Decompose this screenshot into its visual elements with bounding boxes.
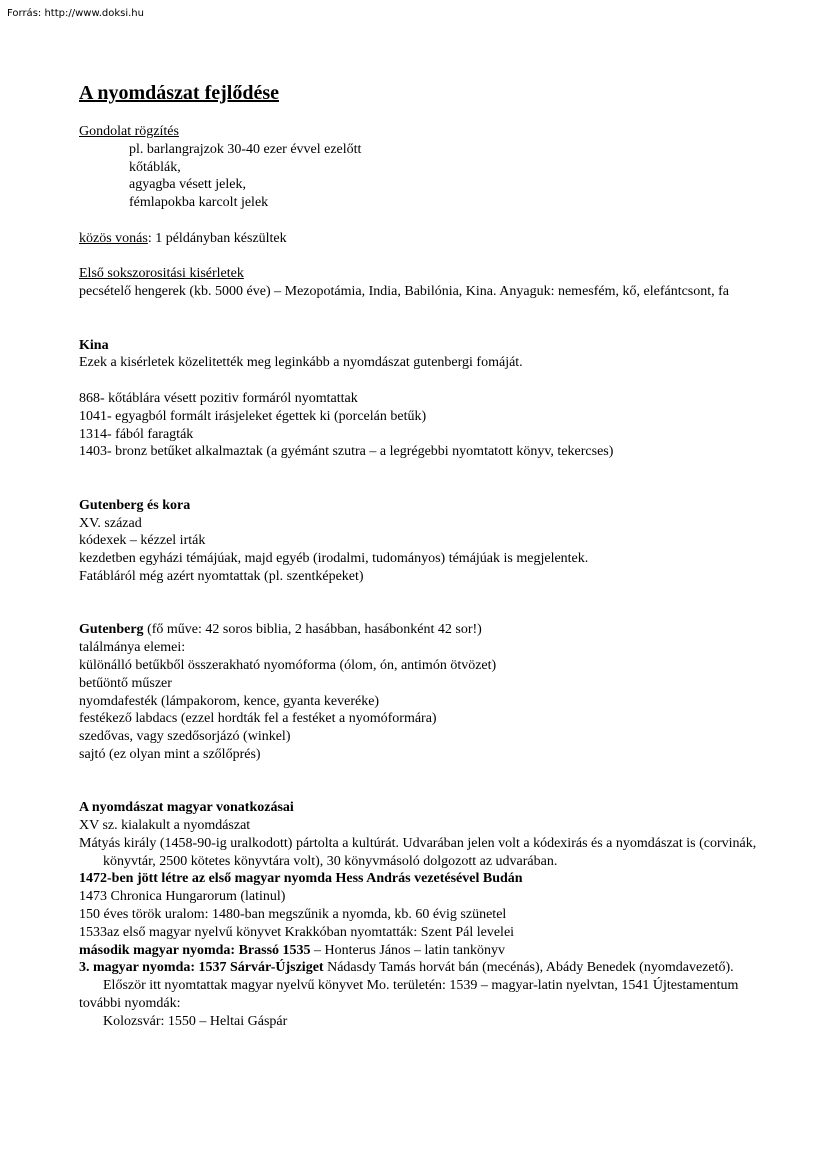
document-body [79,80,779,1031]
list-item: kőtáblák, [129,159,181,175]
list-item [79,959,779,995]
list-item: festékező labdacs (ezzel hordták fel a festéket a nyomóformára) [79,711,437,727]
paragraph: pecsételő hengerek (kb. 5000 éve) – Mezopotámia, India, Babilónia, Kina. Anyaguk: nemesfém, kő, elefántcsont, fa [79,284,730,300]
list-item: 1041- egyagból formált irásjeleket égettek ki (porcelán betűk) [79,408,427,424]
list-item: 1533az első magyar nyelvű könyvet Krakkóban nyomtatták: Szent Pál levelei [79,924,515,940]
list-item [79,942,779,960]
list-item: különálló betűkből összerakható nyomóforma (ólom, ón, antimón ötvözet) [79,657,497,673]
section-heading-magyar: A nyomdászat magyar vonatkozásai [79,800,294,816]
list-item: Kolozsvár: 1550 – Heltai Gáspár [103,1013,288,1029]
third-press-label: 3. magyar nyomda: 1537 Sárvár-Újsziget [79,960,324,976]
list-item: XV. század [79,515,142,531]
list-item: pl. barlangrajzok 30-40 ezer évvel ezelőtt [129,141,362,157]
list-item: 1472-ben jött létre az első magyar nyomda Hess András vezetésével Budán [79,871,523,887]
third-press-text: Nádasdy Tamás horvát bán (mecénás), Abády Benedek (nyomdavezető). Először itt nyomtattak magyar nyelvű könyvet Mo. területén: 1539 – magyar-latin nyelvtan, 1541 Újtestamentum [103,960,739,994]
list-item: 868- kőtáblára vésett pozitiv formáról nyomtattak [79,390,358,406]
section-heading-gutenberg [79,621,779,639]
list-item: nyomdafesték (lámpakorom, kence, gyanta keveréke) [79,693,380,709]
list-item: fémlapokba karcolt jelek [129,195,269,211]
list-item: betűöntő műszer [79,675,172,691]
common-trait-text: : 1 példányban készültek [147,230,287,246]
second-press-label: második magyar nyomda: Brassó 1535 [79,942,311,958]
paragraph: Ezek a kisérletek közelitették meg leginkább a nyomdászat gutenbergi fomáját. [79,355,523,371]
list-item: 1473 Chronica Hungarorum (latinul) [79,889,286,905]
list-item: 1403- bronz betűket alkalmaztak (a gyémánt szutra – a legrégebbi nyomtatott könyv, tekercses) [79,444,614,460]
section-heading-kiserletek: Első sokszorositási kisérletek [79,266,244,282]
list-item: Mátyás király (1458-90-ig uralkodott) pártolta a kultúrát. Udvarában jelen volt a kódexirás és a nyomdászat is (corvinák, könyvtár, 2500 kötetes könyvtára volt), 30 könyvmásoló dolgozott az udvarában. [79,835,757,869]
list-item: szedővas, vagy szedősorjázó (winkel) [79,729,291,745]
list-item: agyagba vésett jelek, [129,177,247,193]
list-item: 1314- fából faragták [79,426,194,442]
source-label: Forrás: http://www.doksi.hu [7,8,144,19]
common-trait [79,230,779,248]
list-item: Fatábláról még azért nyomtattak (pl. szentképeket) [79,568,364,584]
common-trait-label: közös vonás [79,230,148,246]
second-press-text: – Honterus János – latin tankönyv [310,942,505,958]
section-heading-gutenberg-kora: Gutenberg és kora [79,497,191,513]
list-item: további nyomdák: [79,996,181,1012]
list-item: találmánya elemei: [79,640,186,656]
section-heading-gondolat: Gondolat rögzítés [79,124,179,139]
list-item: kezdetben egyházi témájúak, majd egyéb (irodalmi, tudományos) témájúak is megjelentek. [79,551,589,567]
gutenberg-description: (fő műve: 42 soros biblia, 2 hasábban, hasábonként 42 sor!) [143,622,482,638]
list-item: 150 éves török uralom: 1480-ban megszűnik a nyomda, kb. 60 évig szünetel [79,907,507,923]
section-heading-kina: Kina [79,337,109,353]
list-item: kódexek – kézzel irták [79,533,206,549]
page-title: A nyomdászat fejlődése [79,82,279,104]
gutenberg-name: Gutenberg [79,622,144,638]
list-item: sajtó (ez olyan mint a szőlőprés) [79,746,261,762]
list-item: XV sz. kialakult a nyomdászat [79,818,251,834]
